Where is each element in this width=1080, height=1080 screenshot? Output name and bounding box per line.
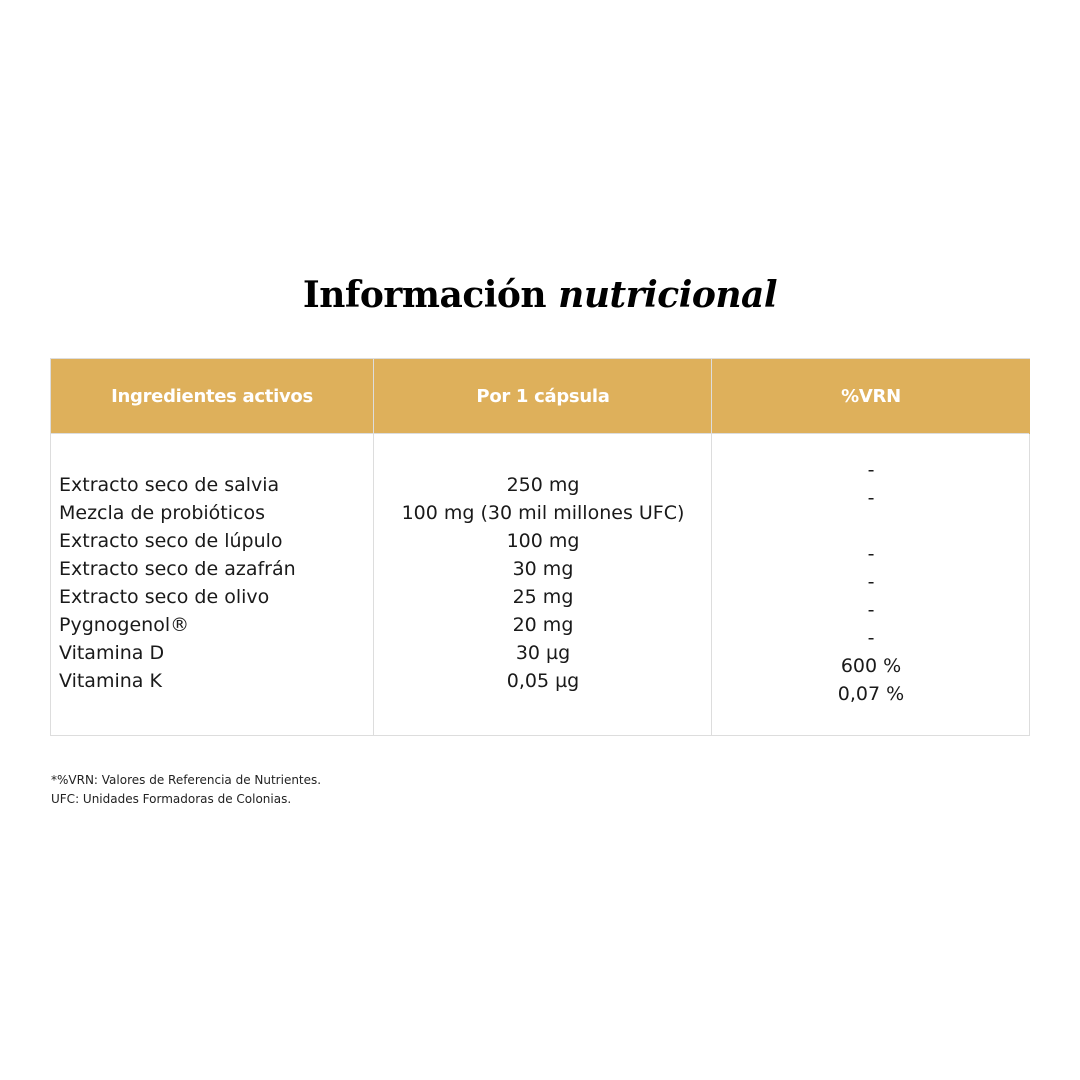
title-regular: Información — [302, 274, 547, 316]
footnote-vrn: *%VRN: Valores de Referencia de Nutrientes. — [51, 773, 322, 787]
vrn-cell — [712, 512, 1030, 540]
amount-cell: 20 mg — [512, 614, 574, 636]
amount-cell: 250 mg — [506, 474, 580, 496]
vrn-cell: - — [867, 599, 875, 621]
amounts-column — [374, 471, 712, 695]
ingredient-cell: Vitamina K — [59, 670, 162, 692]
amount-cell: 30 µg — [515, 642, 571, 664]
amount-cell: 30 mg — [512, 558, 574, 580]
amount-cell: 25 mg — [512, 586, 574, 608]
header-divider — [51, 433, 1029, 434]
nutrition-table — [50, 358, 1030, 736]
ingredient-cell: Extracto seco de salvia — [59, 474, 280, 496]
ingredient-cell: Mezcla de probióticos — [59, 502, 265, 524]
page-title — [0, 274, 1080, 316]
amount-cell: 0,05 µg — [506, 670, 580, 692]
vrn-cell: 0,07 % — [837, 683, 905, 705]
amount-cell: 100 mg (30 mil millones UFC) — [401, 502, 685, 524]
vrn-cell: - — [867, 571, 875, 593]
header-ingredients: Ingredientes activos — [51, 359, 373, 434]
vrn-column — [712, 456, 1030, 708]
title-italic: nutricional — [558, 274, 778, 316]
vrn-cell: - — [867, 459, 875, 481]
vrn-cell: - — [867, 543, 875, 565]
vrn-cell: - — [867, 487, 875, 509]
ingredient-cell: Pygnogenol® — [59, 614, 190, 636]
header-per-capsule: Por 1 cápsula — [374, 359, 712, 434]
amount-cell: 100 mg — [506, 530, 580, 552]
footnote-ufc: UFC: Unidades Formadoras de Colonias. — [51, 792, 292, 806]
ingredient-cell: Extracto seco de azafrán — [59, 558, 296, 580]
header-vrn: %VRN — [712, 359, 1030, 434]
footnotes — [51, 771, 321, 809]
ingredient-cell: Vitamina D — [59, 642, 165, 664]
ingredient-cell: Extracto seco de lúpulo — [59, 530, 283, 552]
vrn-cell: - — [867, 627, 875, 649]
ingredient-cell: Extracto seco de olivo — [59, 586, 270, 608]
ingredients-column — [59, 471, 296, 695]
vrn-cell: 600 % — [840, 655, 902, 677]
